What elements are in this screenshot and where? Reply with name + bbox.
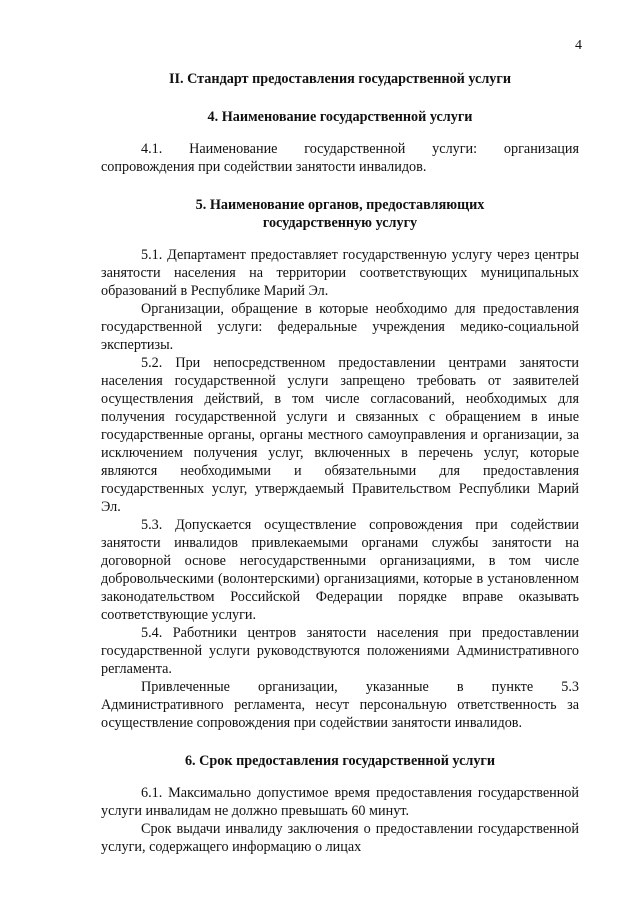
page-number: 4: [575, 38, 582, 53]
heading-5-line2: государственную услугу: [262, 215, 418, 231]
paragraph-5-2: 5.2. При непосредственном предоставлении центрами занятости населения государственной услуги запрещено требовать от заявителей осуществления действий, в том числе согласований, необходимых для получения государственной услуги и связанных с обращением в иные государственные органы, органы местного самоуправления и организации, за исключением получения услуг, включенных в перечень услуг, которые являются необходимыми и обязательными для предоставления государственных услуг, утверждаемый Правительством Республики Марий Эл.: [101, 355, 579, 515]
heading-5-block: [101, 196, 579, 232]
paragraph-5-4-orgs: Привлеченные организации, указанные в пункте 5.3 Административного регламента, несут персональную ответственность за осуществление сопровождения при содействии занятости инвалидов.: [101, 679, 579, 731]
paragraph-5-4: 5.4. Работники центров занятости населения при предоставлении государственной услуги руководствуются положениями Административного регламента.: [101, 625, 579, 677]
heading-6: 6. Срок предоставления государственной услуги: [184, 753, 496, 769]
paragraph-6-1: 6.1. Максимально допустимое время предоставления государственной услуги инвалидам не должно превышать 60 минут.: [101, 785, 579, 819]
heading-4-block: [101, 108, 579, 126]
paragraph-6-1-term: Срок выдачи инвалиду заключения о предоставлении государственной услуги, содержащего информацию о лицах: [101, 821, 579, 855]
heading-5-line1: 5. Наименование органов, предоставляющих: [195, 197, 485, 213]
paragraph-4-1: 4.1. Наименование государственной услуги: организация сопровождения при содействии занятости инвалидов.: [101, 141, 579, 175]
paragraph-5-3: 5.3. Допускается осуществление сопровождения при содействии занятости инвалидов привлекаемыми органами службы занятости на договорной основе негосударственными организациями, в том числе добровольческими (волонтерскими) организациями, которые в установленном законодательством Российской Федерации порядке вправе оказывать соответствующие услуги.: [101, 517, 579, 623]
heading-6-block: [101, 752, 579, 770]
document-body: [101, 70, 579, 856]
heading-4: 4. Наименование государственной услуги: [207, 109, 473, 125]
paragraph-5-1-orgs: Организации, обращение в которые необходимо для предоставления государственной услуги: федеральные учреждения медико-социальной экспертизы.: [101, 301, 579, 353]
section-title: II. Стандарт предоставления государственной услуги: [168, 71, 512, 87]
paragraph-5-1: 5.1. Департамент предоставляет государственную услугу через центры занятости населения на территории соответствующих муниципальных образований в Республике Марий Эл.: [101, 247, 579, 299]
